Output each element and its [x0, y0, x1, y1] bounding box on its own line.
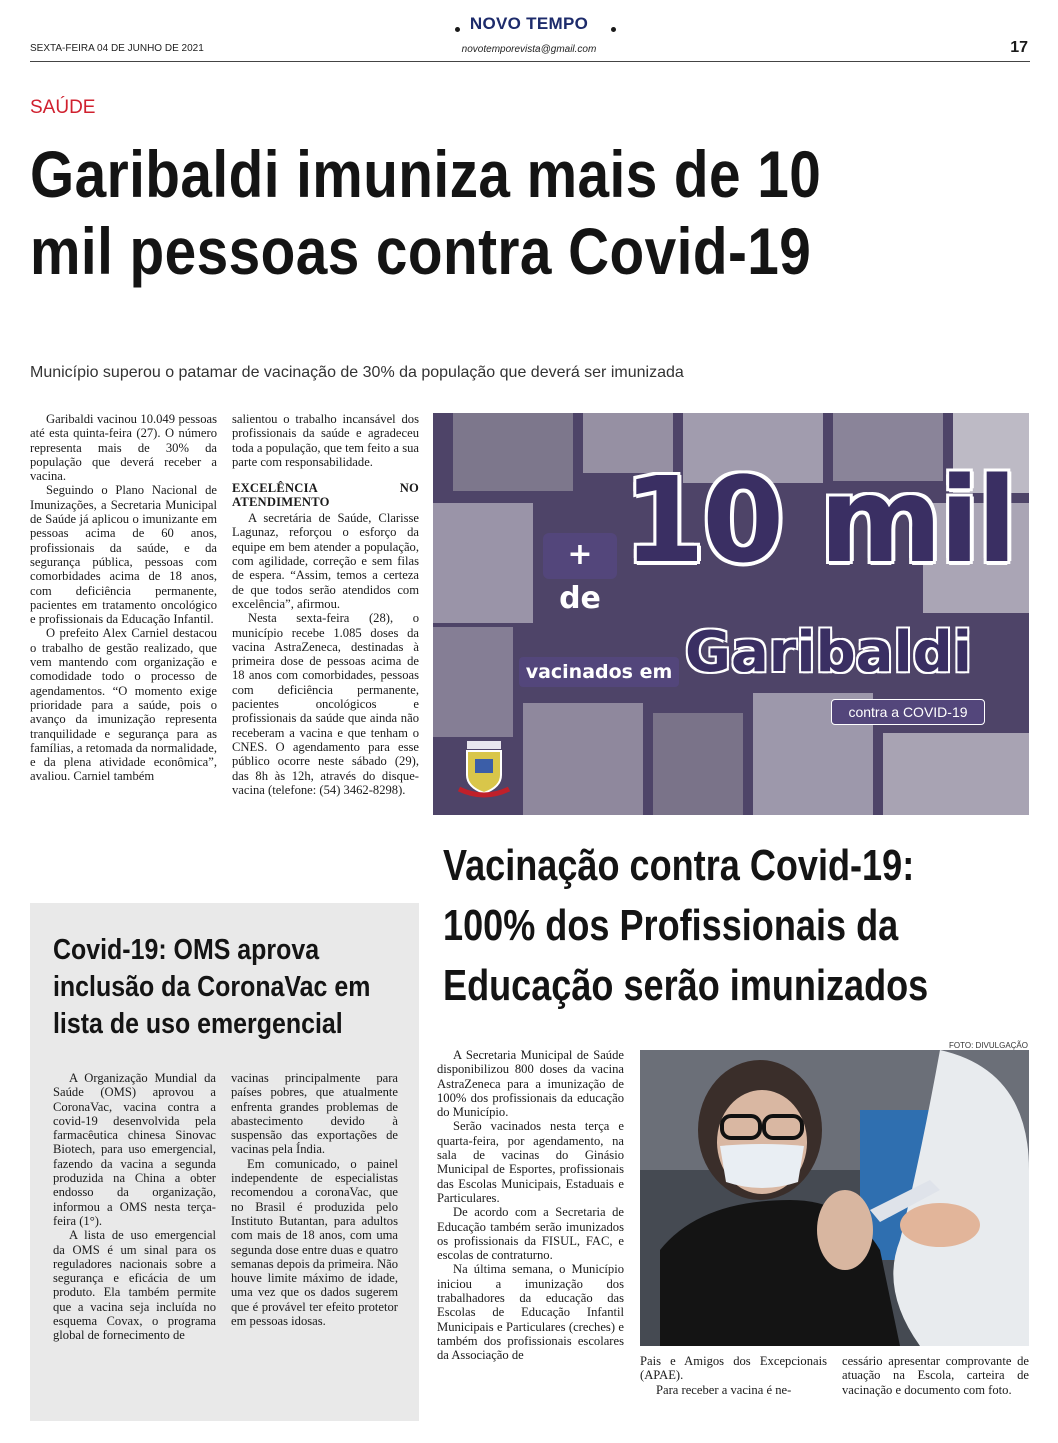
main-story-column-2: [232, 412, 419, 797]
photo-tile: [433, 503, 533, 623]
photo-tile: [653, 713, 743, 815]
section-tag: SAÚDE: [30, 97, 96, 118]
paragraph: Em comunicado, o painel independente de especialistas recomendou a coronaVac, que no Brasil é produzida pelo Instituto Butantan, para adultos com mais de 18 anos, com uma segunda dose entre duas e quatro semanas depois da primeira. Não houve limite máximo de idade, uma vez que os dados sugerem que é provável ter efeito protetor em pessoas idosas.: [231, 1156, 398, 1329]
paragraph: De acordo com a Secretaria de Educação também serão imunizados os profissionais da FISUL, FAC, e escolas de contraturno.: [437, 1205, 624, 1263]
photo-tile: [883, 733, 1029, 815]
story2-headline-line1: Vacinação contra Covid-19:: [443, 841, 915, 890]
paragraph: Na última semana, o Município iniciou a imunização dos trabalhadores da educação das Escolas de Educação Infantil Municipais e Particulares (creches) e também dos profissionais escolares da Associação de: [437, 1262, 624, 1363]
main-headline-line2: mil pessoas contra Covid-19: [30, 214, 812, 288]
box-column-2: [231, 1071, 398, 1328]
story2-column-3: [842, 1354, 1029, 1397]
paragraph: Para receber a vacina é ne-: [656, 1382, 792, 1397]
page-number: 17: [1010, 39, 1028, 56]
photo-tile: [453, 413, 573, 491]
story2-headline-line3: Educação serão imunizados: [443, 961, 929, 1010]
story2-headline-line2: 100% dos Profissionais da: [443, 901, 899, 950]
box-headline: [53, 932, 370, 1043]
paragraph: Pais e Amigos dos Excepcionais (APAE).: [640, 1354, 827, 1383]
paragraph: A Organização Mundial da Saúde (OMS) aprovou a CoronaVac, vacina contra a covid-19 desenvolvida pela farmacêutica chinesa Sinovac Biotech, para uso emergencial, fazendo da vacina a segunda produzida na China a obter endosso da organização, informou a OMS nesta terça-feira (1°).: [53, 1071, 216, 1228]
box-headline-line3: lista de uso emergencial: [53, 1008, 343, 1040]
paragraph: salientou o trabalho incansável dos profissionais da saúde e agradeceu toda a população, que tem feito a sua parte com responsabilidade.: [232, 412, 419, 469]
municipal-crest-icon: [457, 739, 511, 799]
story2-headline: [443, 836, 928, 1016]
main-subhead: Município superou o patamar de vacinação de 30% da população que deverá ser imunizada: [30, 364, 684, 381]
box-headline-line1: Covid-19: OMS aprova: [53, 934, 320, 966]
main-story-column-1: [30, 412, 217, 784]
promo-ten-mil: 10 mil: [623, 451, 1015, 589]
paragraph: Serão vacinados nesta terça e quarta-feira, por agendamento, na sala de vacinas do Ginásio Municipal de Esportes, profissionais das Escolas Municipais, Estaduais e Particulares.: [437, 1119, 624, 1205]
paragraph: A secretária de Saúde, Clarisse Lagunaz, reforçou o esforço da equipe em bem atender a população, com agilidade, correção e sem filas de espera. “Assim, temos a certeza de que todos serão atendidos com excelência”, afirmou.: [232, 511, 419, 611]
masthead-dot-right: [611, 27, 616, 32]
paragraph: Garibaldi vacinou 10.049 pessoas até esta quinta-feira (27). O número representa mais de 30% da população que deverá receber a vacina.: [30, 412, 217, 484]
paragraph: Seguindo o Plano Nacional de Imunizações, a Secretaria Municipal de Saúde já aplicou o imunizante em pessoas acima de 60 anos, profissionais da saúde, e da segurança pública, pessoas com comorbidades acima de 18 anos, com deficiência permanente, pacientes em tratamento oncológico e profissionais da Educação Infantil.: [30, 483, 217, 627]
main-headline: [30, 136, 890, 290]
photo-tile: [433, 627, 513, 737]
promo-contra-covid: contra a COVID-19: [831, 699, 985, 725]
box-column-1: [53, 1071, 216, 1343]
issue-date: SEXTA-FEIRA 04 DE JUNHO DE 2021: [30, 43, 204, 54]
promo-garibaldi: Garibaldi: [685, 620, 972, 685]
paragraph: A Secretaria Municipal de Saúde disponibilizou 800 doses da vacina AstraZeneca para a imunização de 100% dos profissionais da educação do Município.: [437, 1048, 624, 1120]
column-subhead: EXCELÊNCIA NO ATENDIMENTO: [232, 481, 419, 510]
main-headline-line1: Garibaldi imuniza mais de 10: [30, 137, 822, 211]
paragraph: cessário apresentar comprovante de atuação na Escola, carteira de vacinação e documento com foto.: [842, 1354, 1029, 1397]
contact-email: novotemporevista@gmail.com: [461, 44, 597, 55]
photo-credit: FOTO: DIVULGAÇÃO: [949, 1041, 1028, 1050]
masthead: NOVO TEMPO: [469, 14, 589, 33]
paragraph: vacinas principalmente para países pobres, que atualmente enfrenta grandes problemas de abastecimento devido à suspensão das exportações de vacinas pela Índia.: [231, 1071, 398, 1157]
promo-plus-de: + de: [543, 533, 617, 579]
photo-tile: [523, 703, 643, 815]
story2-column-2: [640, 1354, 827, 1397]
promo-vacinados-em: vacinados em: [519, 657, 679, 687]
header-rule: [30, 61, 1030, 62]
vaccination-photo: [640, 1050, 1029, 1346]
story2-column-1: [437, 1048, 624, 1363]
paragraph: Nesta sexta-feira (28), o município recebe 1.085 doses da vacina AstraZeneca, destinadas à primeira dose de pessoas acima de 18 anos com comorbidades, pessoas com deficiência permanente, pacientes oncológicos e profissionais da saúde que ainda não receberam a vacina e que tenham o CNES. O agendamento para esse público ocorre neste sábado (29), das 8h às 12h, através do disque-vacina (telefone: (54) 3462-8298).: [232, 611, 419, 797]
paragraph: A lista de uso emergencial da OMS é um sinal para os reguladores nacionais sobre a segurança e eficácia de um produto. Ela também permite que a vacina seja incluída no esquema Covax, o programa global de fornecimento de: [53, 1228, 216, 1343]
paragraph: O prefeito Alex Carniel destacou o trabalho de gestão realizado, que vem mantendo com organização e comodidade todo o processo de agendamentos. “O momento exige prioridade para a saúde, pois o avanço da imunização representa tranquilidade e segurança para as famílias, a retomada da normalidade, e da plena atividade econômica”, avaliou. Carniel também: [30, 626, 217, 784]
box-headline-line2: inclusão da CoronaVac em: [53, 971, 371, 1003]
vaccination-promo-image: [433, 413, 1029, 815]
